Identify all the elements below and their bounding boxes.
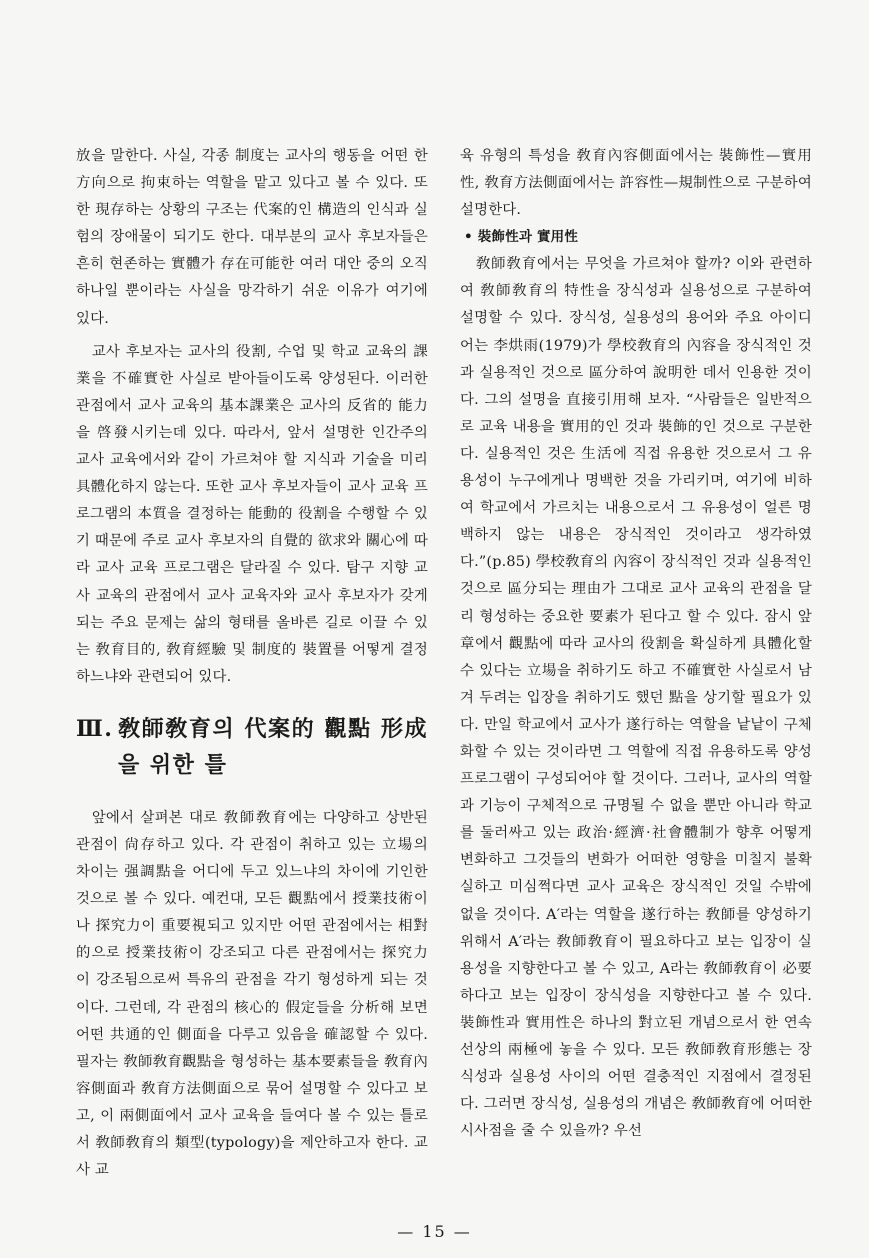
paragraph-continued: 放을 말한다. 사실, 각종 制度는 교사의 행동을 어떤 한 方向으로 拘束하는 역할을 맡고 있다고 볼 수 있다. 또한 現存하는 상황의 구조는 代案的인 構造의 인식과 실험의 장애물이 되기도 한다. 대부분의 교사 후보자들은 흔히 현존하는 實體가 存在可能한 여러 대안 중의 오직 하나일 뿐이라는 사실을 망각하기 쉬운 이유가 여기에 있다. [76, 148, 428, 327]
right-column [460, 143, 812, 1145]
section-number: Ⅲ. [76, 715, 114, 742]
subsection-heading: • 裝飾性과 實用性 [464, 229, 579, 246]
paragraph-decorative-practical: 敎師敎育에서는 무엇을 가르쳐야 할까? 이와 관련하여 敎師敎育의 特性을 장식성과 실용성으로 구분하여 설명할 수 있다. 장식성, 실용성의 용어와 주요 아이디어는 李烘雨(1979)가 學校敎育의 內容을 장식적인 것과 실용적인 것으로 區分하여 說明한 데서 인용한 것이다. 그의 설명을 直接引用해 보자. “사람들은 일반적으로 교육 내용을 實用的인 것과 裝飾的인 것으로 구분한다. 실용적인 것은 生活에 직접 유용한 것으로서 그 유용성이 누구에게나 명백한 것을 가리키며, 여기에 비하여 학교에서 가르치는 내용으로서 그 유용성이 얼른 명백하지 않는 내용은 장식적인 것이라고 생각하였다.”(p.85) 學校敎育의 內容이 장식적인 것과 실용적인 것으로 區分되는 理由가 그대로 교사 교육의 관점을 달리 형성하는 중요한 要素가 된다고 할 수 있다. 잠시 앞 章에서 觀點에 따라 교사의 役割을 확실하게 具體化할 수 있다는 立場을 취하기도 하고 不確實한 사실로서 남겨 두려는 입장을 취하기도 했던 點을 상기할 필요가 있다. 만일 학교에서 교사가 遂行하는 역할을 낱낱이 구체화할 수 있는 것이라면 그 역할에 직접 유용하도록 양성 프로그램이 구성되어야 할 것이다. 그러나, 교사의 역할과 기능이 구체적으로 규명될 수 없을 뿐만 아니라 학교를 둘러싸고 있는 政治·經濟·社會體制가 향후 어떻게 변화하고 그것들의 변화가 어떠한 영향을 미칠지 불확실하고 미심쩍다면 교사 교육은 장식적인 것일 수밖에 없을 것이다. A′라는 역할을 遂行하는 敎師를 양성하기 위해서 A′라는 敎師敎育이 필요하다고 보는 입장이 실용성을 지향한다고 볼 수 있고, A라는 敎師敎育이 必要하다고 보는 입장이 장식성을 지향한다고 볼 수 있다. 裝飾性과 實用性은 하나의 對立된 개념으로서 한 연속선상의 兩極에 놓을 수 있다. 모든 敎師敎育形態는 장식성과 실용성 사이의 어떤 결충적인 지점에서 결정된다. 그러면 장식성, 실용성의 개념은 敎師敎育에 어떠한 시사점을 줄 수 있을까? 우선 [460, 256, 812, 1140]
left-column [76, 143, 428, 1184]
section-heading [76, 711, 428, 783]
paragraph-section-intro: 앞에서 살펴본 대로 敎師敎育에는 다양하고 상반된 관점이 尙存하고 있다. 각 관점이 취하고 있는 立場의 차이는 强調點을 어디에 두고 있느냐의 차이에 기인한 것으로 볼 수 있다. 예컨대, 모든 觀點에서 授業技術이나 探究力이 重要視되고 있지만 어떤 관점에서는 相對的으로 授業技術이 강조되고 다른 관점에서는 探究力이 강조됨으로써 특유의 관점을 각기 형성하게 되는 것이다. 그런데, 각 관점의 核心的 假定들을 分析해 보면 어떤 共通的인 側面을 다루고 있음을 確認할 수 있다. 필자는 敎師敎育觀點을 형성하는 基本要素들을 敎育內容側面과 敎育方法側面으로 묶어 설명할 수 있다고 보고, 이 兩側面에서 교사 교육을 들여다 볼 수 있는 틀로서 敎師敎育의 類型(typology)을 제안하고자 한다. 교사 교 [76, 809, 428, 1179]
paragraph-teacher-candidates: 교사 후보자는 교사의 役割, 수업 및 학교 교육의 課業을 不確實한 사실로 받아들이도록 양성된다. 이러한 관점에서 교사 교육의 基本課業은 교사의 反省的 能力을 啓發시키는데 있다. 따라서, 앞서 설명한 인간주의 교사 교육에서와 같이 가르쳐야 할 지식과 기술을 미리 具體化하지 않는다. 또한 교사 후보자들이 교사 교육 프로그램의 本質을 결정하는 能動的 役割을 수행할 수 있기 때문에 주로 교사 후보자의 自覺的 欲求와 關心에 따라 교사 교육 프로그램은 달라질 수 있다. 탐구 지향 교사 교육의 관점에서 교사 교육자와 교사 후보자가 갖게 되는 주요 문제는 삶의 형태를 올바른 길로 이끌 수 있는 敎育目的, 敎育經驗 및 制度的 裝置를 어떻게 결정하느냐와 관련되어 있다. [76, 343, 428, 685]
paragraph-continued-right: 육 유형의 특성을 敎育內容側面에서는 裝飾性—實用性, 敎育方法側面에서는 許容性—規制性으로 구분하여 설명한다. [460, 148, 812, 219]
page-number: — 15 — [397, 1222, 472, 1241]
section-title: 敎師敎育의 代案的 觀點 形成을 위한 틀 [118, 715, 428, 778]
